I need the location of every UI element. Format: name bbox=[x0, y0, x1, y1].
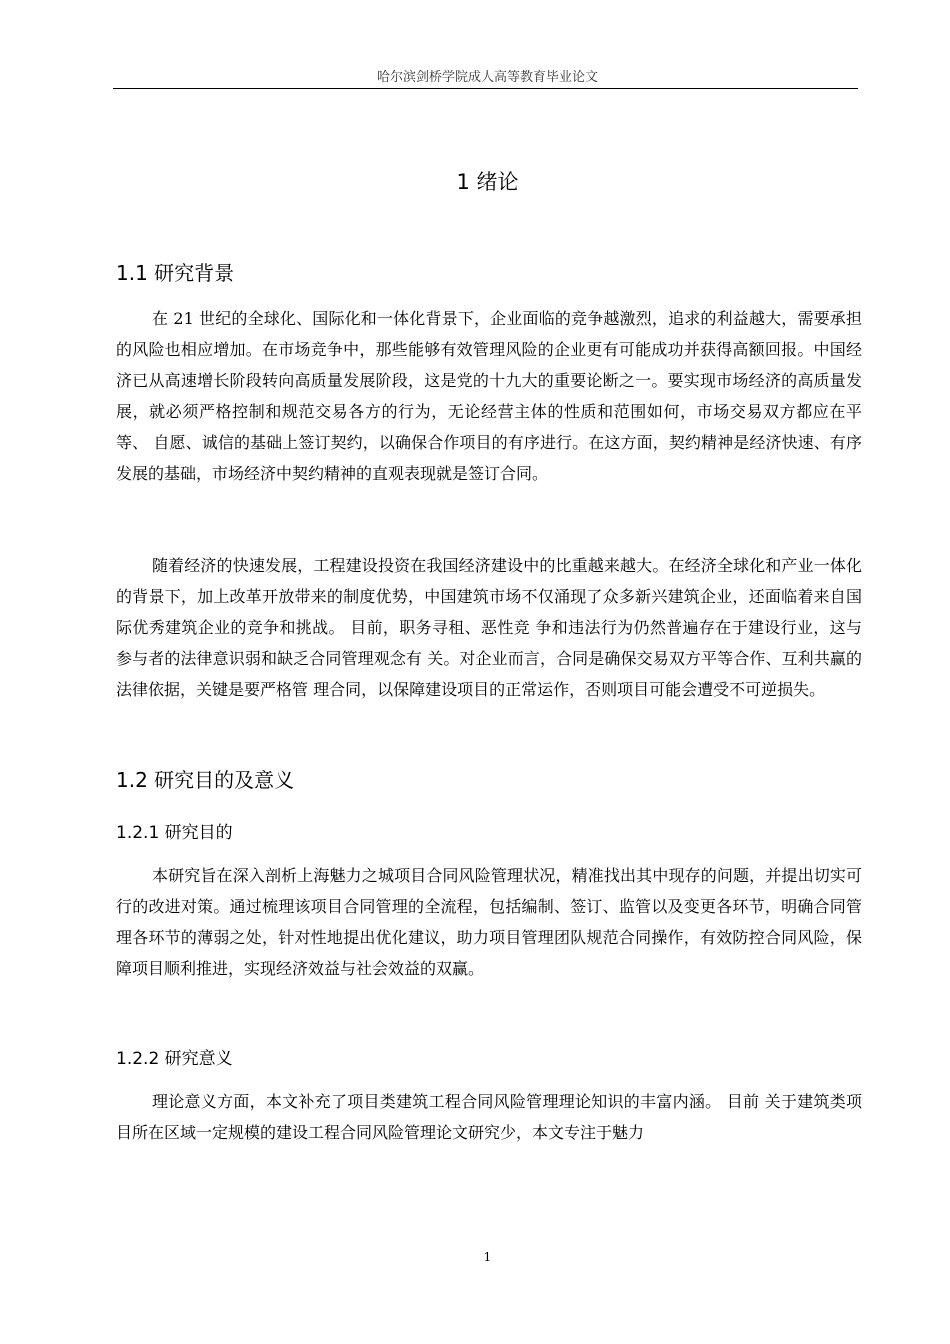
paragraph-background-2: 随着经济的快速发展，工程建设投资在我国经济建设中的比重越来越大。在经济全球化和产业一体化的背景下，加上改革开放带来的制度优势，中国建筑市场不仅涌现了众多新兴建筑企业，还面临着来自国际优秀建筑企业的竞争和挑战。 目前，职务寻租、恶性竞 争和违法行为仍然普遍存在于建设行业，这与参与者的法律意识弱和缺乏合同管理观念有 关。对企业而言，合同是确保交易双方平等合作、互利共赢的法律依据，关键是要严格管 理合同，以保障建设项目的正常运作，否则项目可能会遭受不可逆损失。 bbox=[116, 556, 862, 699]
running-header: 哈尔滨剑桥学院成人高等教育毕业论文 bbox=[376, 70, 598, 85]
header-rule bbox=[113, 88, 858, 89]
section-heading-1-2: 1.2 研究目的及意义 bbox=[116, 768, 295, 792]
section-heading-1-1: 1.1 研究背景 bbox=[116, 261, 235, 285]
chapter-title: 1 绪论 bbox=[456, 170, 519, 194]
paragraph-background-1: 在 21 世纪的全球化、国际化和一体化背景下，企业面临的竞争越激烈，追求的利益越大，需要承担的风险也相应增加。在市场竞争中，那些能够有效管理风险的企业更有可能成功并获得高额回报。中国经济已从高速增长阶段转向高质量发展阶段，这是党的十九大的重要论断之一。要实现市场经济的高质量发展，就必须严格控制和规范交易各方的行为，无论经营主体的性质和范围如何，市场交易双方都应在平等、 自愿、诚信的基础上签订契约，以确保合作项目的有序进行。在这方面，契约精神是经济快速、有序发展的基础，市场经济中契约精神的直观表现就是签订合同。 bbox=[116, 309, 862, 483]
section-heading-1-2-1: 1.2.1 研究目的 bbox=[116, 823, 233, 843]
paragraph-significance: 理论意义方面，本文补充了项目类建筑工程合同风险管理理论知识的丰富内涵。 目前 关于建筑类项目所在区域一定规模的建设工程合同风险管理论文研究少，本文专注于魅力 bbox=[116, 1092, 862, 1142]
page-number: 1 bbox=[483, 1250, 492, 1264]
section-heading-1-2-2: 1.2.2 研究意义 bbox=[116, 1049, 233, 1069]
paragraph-purpose: 本研究旨在深入剖析上海魅力之城项目合同风险管理状况，精准找出其中现存的问题，并提出切实可行的改进对策。通过梳理该项目合同管理的全流程，包括编制、签订、监管以及变更各环节，明确合同管理各环节的薄弱之处，针对性地提出优化建议，助力项目管理团队规范合同操作，有效防控合同风险，保障项目顺利推进，实现经济效益与社会效益的双赢。 bbox=[116, 866, 862, 978]
